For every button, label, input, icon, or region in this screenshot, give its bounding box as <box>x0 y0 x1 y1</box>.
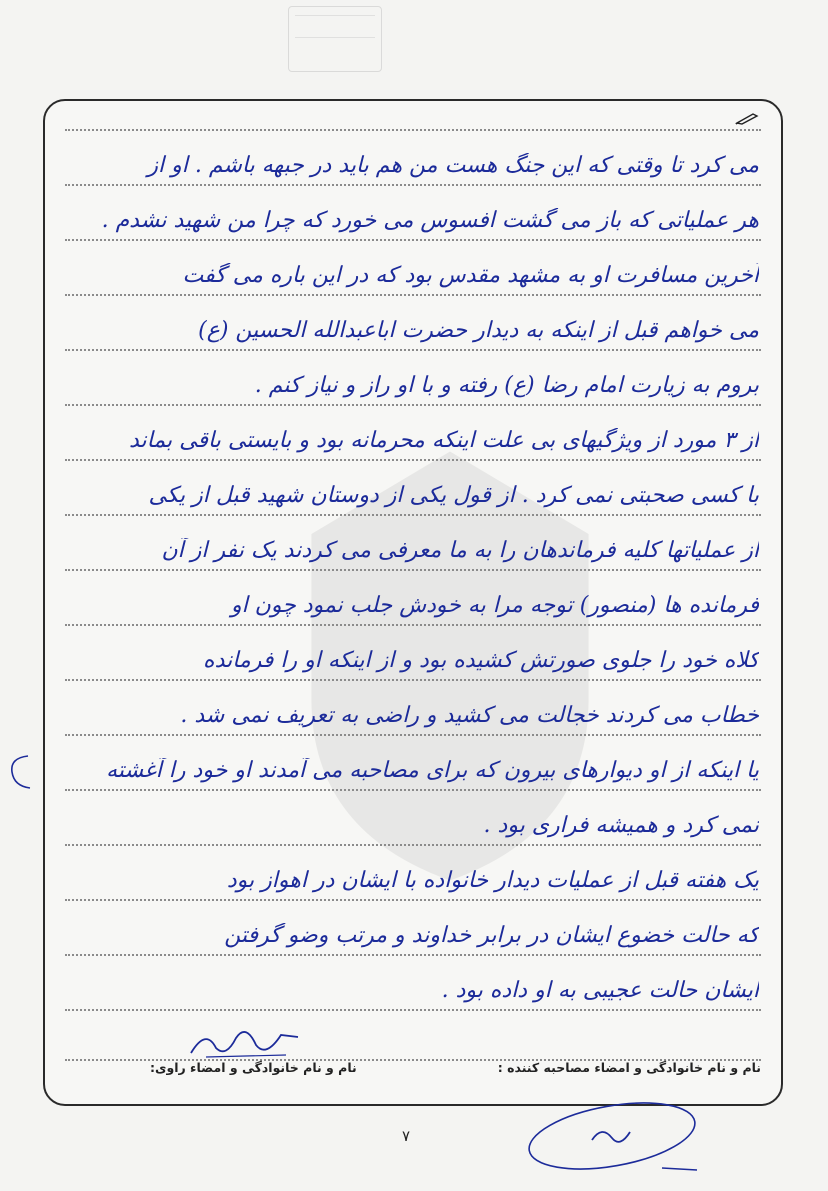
text-line: که حالت خضوع ایشان در برابر خداوند و مرتب وضو گرفتن <box>224 923 759 948</box>
text-line: نمی کرد و همیشه فراری بود . <box>483 813 759 838</box>
narrator-signature <box>186 1023 306 1063</box>
interviewer-signature-label: نام و نام خانوادگی و امضاء مصاحبه کننده : <box>497 1060 761 1075</box>
text-line: آخرین مسافرت او به مشهد مقدس بود که در این باره می گفت <box>182 263 759 288</box>
archive-stamp <box>288 6 382 72</box>
text-line: می کرد تا وقتی که این جنگ هست من هم باید در جبهه باشم . او از <box>147 153 759 178</box>
text-line: کلاه خود را جلوی صورتش کشیده بود و از اینکه او را فرمانده <box>203 648 759 673</box>
text-line: فرمانده ها (منصور) توجه مرا به خودش جلب نمود چون او <box>230 593 759 618</box>
text-line: از ۳ مورد از ویژگیهای بی علت اینکه محرمانه بود و بایستی باقی بماند <box>128 428 759 453</box>
interviewer-signature <box>522 1090 702 1180</box>
text-line: ایشان حالت عجیبی به او داده بود . <box>441 978 759 1003</box>
text-line: یک هفته قبل از عملیات دیدار خانواده با ایشان در اهواز بود <box>226 868 759 893</box>
signature-footer <box>65 1056 761 1086</box>
pen-icon <box>735 111 759 125</box>
text-line: هر عملیاتی که باز می گشت افسوس می خورد که چرا من شهید نشدم . <box>101 208 759 233</box>
narrator-signature-label: نام و نام خانوادگی و امضاء راوی: <box>150 1060 357 1075</box>
text-line: خطاب می کردند خجالت می کشید و راضی به تعریف نمی شد . <box>180 703 759 728</box>
text-line: یا اینکه از او دیوارهای بیرون که برای مصاحبه می آمدند او خود را آغشته <box>106 758 759 783</box>
form-sheet <box>43 99 783 1106</box>
margin-mark <box>0 752 34 792</box>
text-line: می خواهم قبل از اینکه به دیدار حضرت اباعبدالله الحسین (ع) <box>198 318 759 343</box>
text-line: بروم به زیارت امام رضا (ع) رفته و با او راز و نیاز کنم . <box>254 373 759 398</box>
page-number: ۷ <box>402 1127 411 1145</box>
text-line: با کسی صحبتی نمی کرد . از قول یکی از دوستان شهید قبل از یکی <box>148 483 759 508</box>
text-line: از عملیاتها کلیه فرماندهان را به ما معرفی می کردند یک نفر از آن <box>161 538 759 563</box>
